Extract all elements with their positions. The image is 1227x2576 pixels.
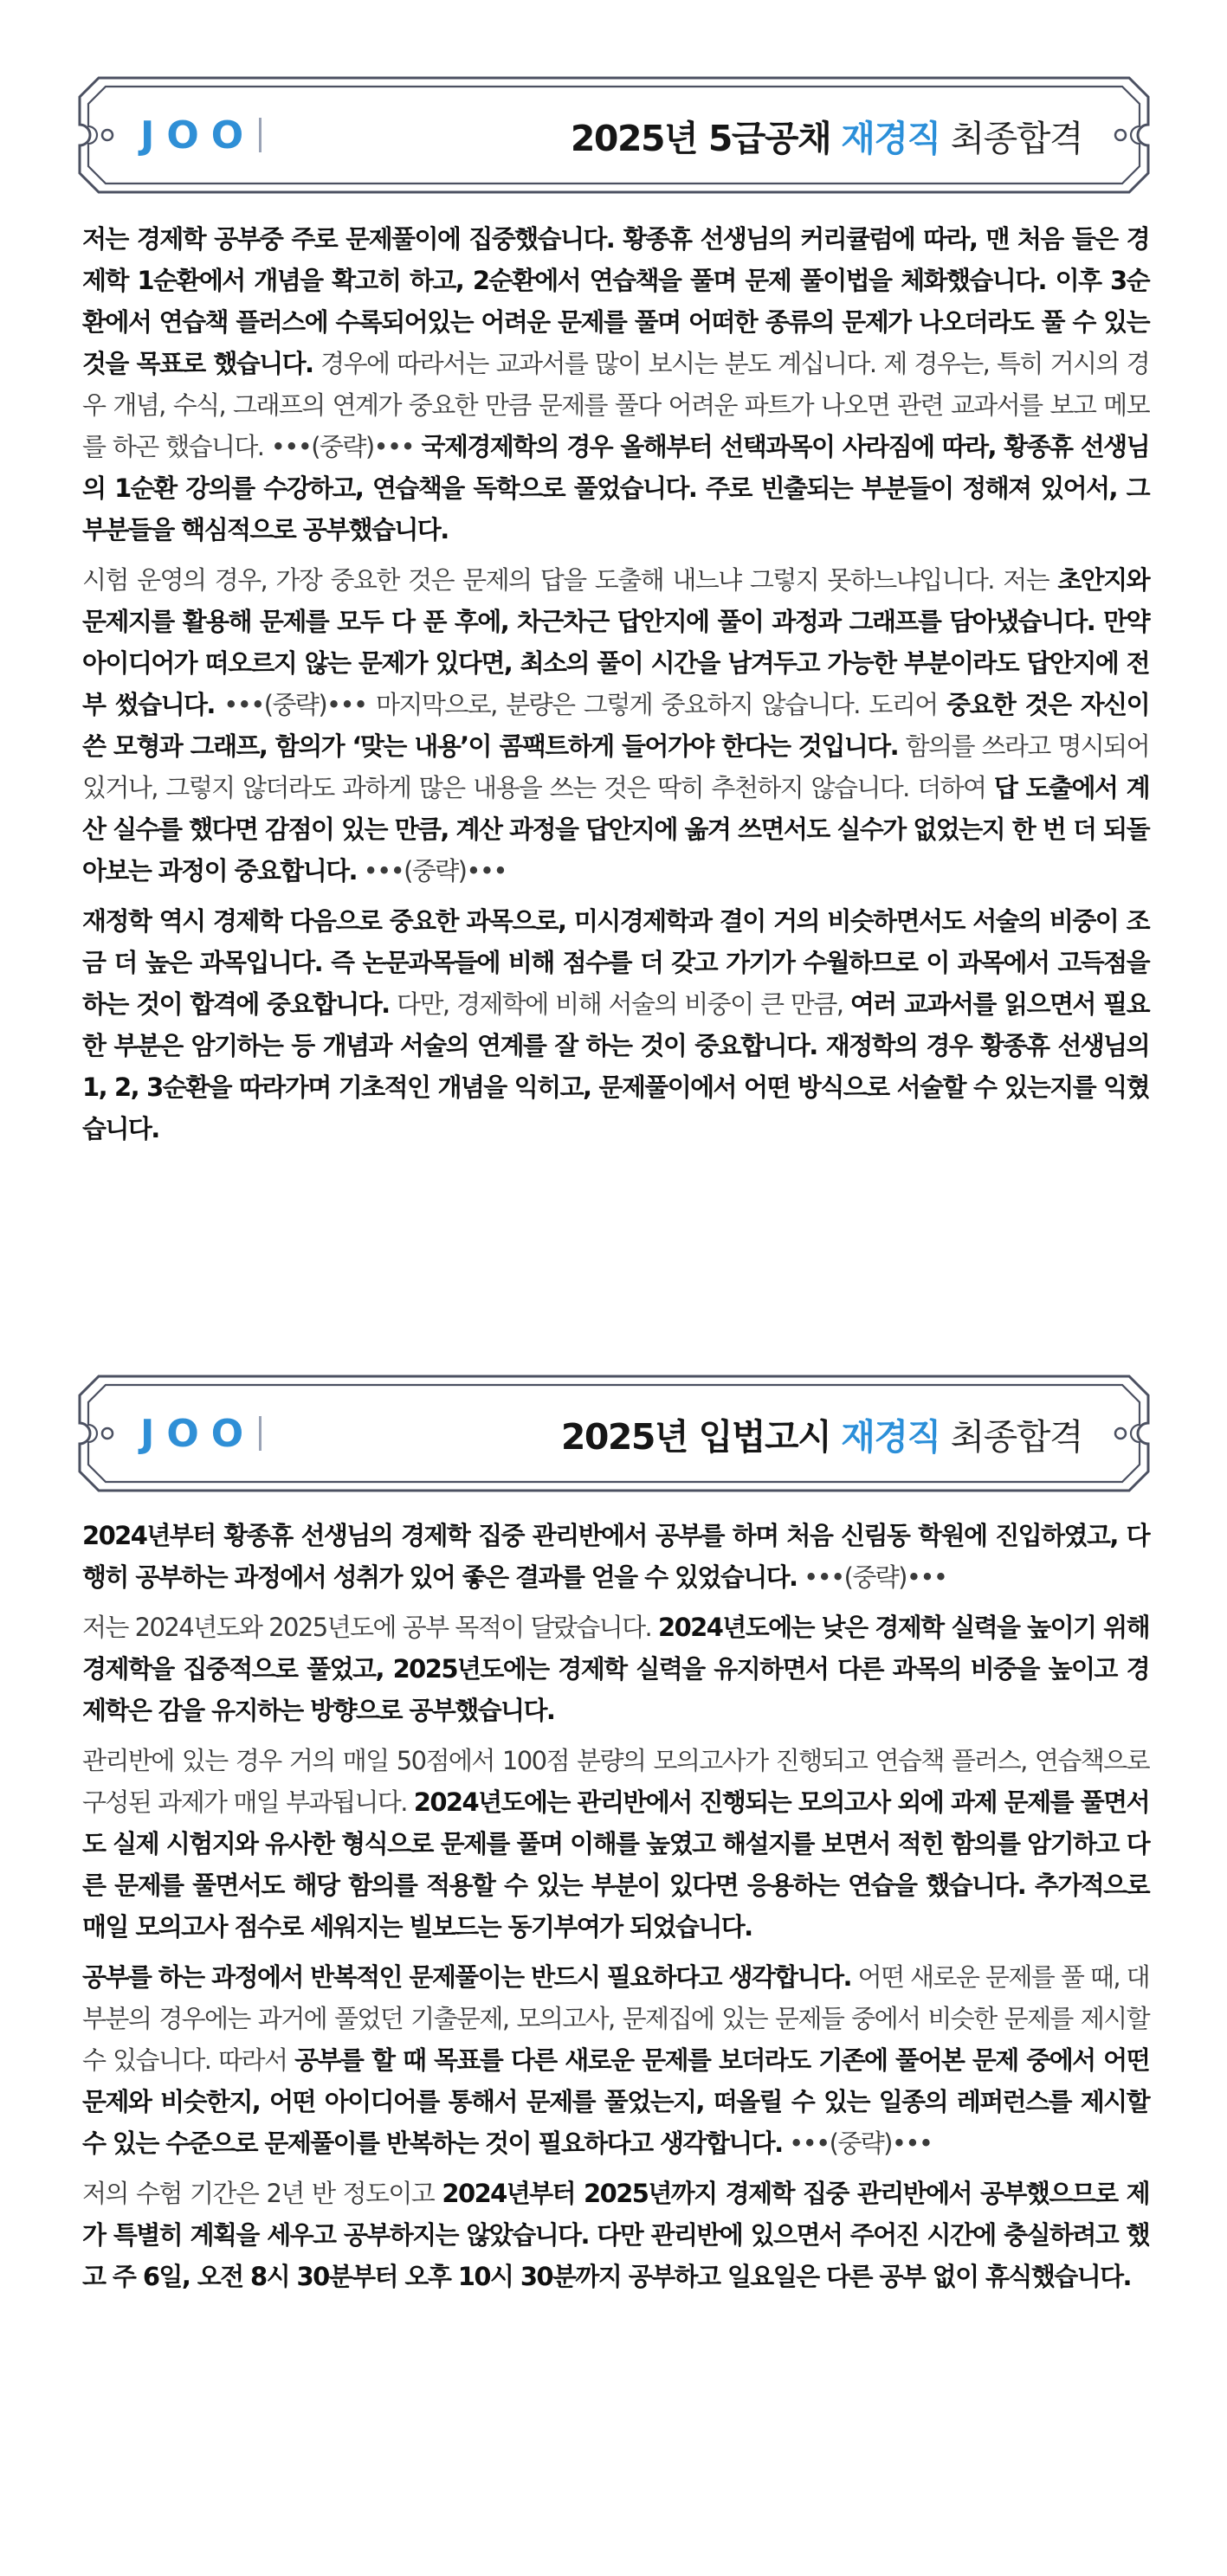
testimonial-body [82,218,1149,1158]
emphasized-text: 중요한 것은 자신이 쓴 모형과 그래프, 함의가 ‘맞는 내용’이 콤팩트하게 들어가야 한다는 것입니다. [82,690,1149,761]
body-text-run: 저는 2024년도와 2025년도에 공부 목적이 달랐습니다. [82,1613,658,1642]
emphasized-text: 공부를 할 때 목표를 다른 새로운 문제를 보더라도 기존에 풀어본 문제 중에서 어떤 문제와 비슷한지, 어떤 아이디어를 통해서 문제를 풀었는지, 떠올릴 수 있는 일종의 레퍼런스를 제시할 수 있는 수준으로 문제풀이를 반복하는 것이 필요하다고 생각합니다. [82,2045,1149,2158]
emphasized-text: 초안지와 문제지를 활용해 문제를 모두 다 푼 후에, 차근차근 답안지에 풀이 과정과 그래프를 담아냈습니다. 만약 아이디어가 떠오르지 않는 문제가 있다면, 최소의 풀이 시간을 남겨두고 가능한 부분이라도 답안지에 전부 썼습니다. [82,565,1149,719]
body-paragraph [82,1607,1149,1731]
title-suffix: 최종합격 [950,1415,1082,1458]
brand-logo [140,1402,262,1465]
brand-logo-text: JOO [140,113,256,158]
section-title [561,1402,1082,1465]
section-header-banner [76,1373,1152,1494]
body-text-run: 경우에 따라서는 교과서를 많이 보시는 분도 계십니다. 제 경우는, 특히 거시의 경우 개념, 수식, 그래프의 연계가 중요한 만큼 문제를 풀다 어려운 파트가 나오면 관련 교과서를 보고 메모를 하곤 했습니다. •••(중략)••• [82,349,1150,461]
body-text-run: •••(중략)••• [356,856,507,886]
body-text-run: 함의를 쓰라고 명시되어 있거나, 그렇지 않더라도 과하게 많은 내용을 쓰는 것은 딱히 추천하지 않습니다. 더하여 [82,731,1150,802]
emphasized-text: 2024년도에는 관리반에서 진행되는 모의고사 외에 과제 문제를 풀면서도 실제 시험지와 유사한 형식으로 문제를 풀며 이해를 높였고 해설지를 보면서 적힌 함의를 암기하고 다른 문제를 풀면서도 해당 함의를 적용할 수 있는 부분이 있다면 응용하는 연습을 했습니다. 추가적으로 매일 모의고사 점수로 세워지는 빌보드는 동기부여가 되었습니다. [82,1787,1149,1942]
emphasized-text: 국제경제학의 경우 올해부터 선택과목이 사라짐에 따라, 황종휴 선생님의 1순환 강의를 수강하고, 연습책을 독학으로 풀었습니다. 주로 빈출되는 부분들이 정해져 있어서, 그 부분들을 핵심적으로 공부했습니다. [82,432,1149,544]
body-text-run: 관리반에 있는 경우 거의 매일 50점에서 100점 분량의 모의고사가 진행되고 연습책 플러스, 연습책으로 구성된 과제가 매일 부과됩니다. [82,1746,1149,1817]
title-accent: 재경직 [841,117,940,159]
body-paragraph [82,218,1149,551]
emphasized-text: 답 도출에서 계산 실수를 했다면 감점이 있는 만큼, 계산 과정을 답안지에 옮겨 쓰면서도 실수가 없었는지 한 번 더 되돌아보는 과정이 중요합니다. [82,773,1149,886]
body-text-run: 어떤 새로운 문제를 풀 때, 대부분의 경우에는 과거에 풀었던 기출문제, 모의고사, 문제집에 있는 문제들 중에서 비슷한 문제를 제시할 수 있습니다. 따라서 [82,1962,1149,2075]
body-text-run: 다만, 경제학에 비해 서술의 비중이 큰 만큼, [389,989,850,1019]
body-text-run: •••(중략)••• [782,2128,933,2158]
brand-logo [140,104,262,166]
body-text-run: •••(중략)••• [797,1562,947,1592]
brand-logo-text: JOO [140,1411,256,1456]
emphasized-text: 2024년부터 황종휴 선생님의 경제학 집중 관리반에서 공부를 하며 처음 신림동 학원에 진입하였고, 다행히 공부하는 과정에서 성취가 있어 좋은 결과를 얻을 수 있었습니다. [82,1521,1149,1592]
emphasized-text: 2024년부터 2025년까지 경제학 집중 관리반에서 공부했으므로 제가 특별히 계획을 세우고 공부하지는 않았습니다. 다만 관리반에 있으면서 주어진 시간에 충실하려고 했고 주 6일, 오전 8시 30분부터 오후 10시 30분까지 공부하고 일요일은 다른 공부 없이 휴식했습니다. [82,2179,1149,2291]
emphasized-text: 재정학 역시 경제학 다음으로 중요한 과목으로, 미시경제학과 결이 거의 비슷하면서도 서술의 비중이 조금 더 높은 과목입니다. 즉 논문과목들에 비해 점수를 더 갖고 가기가 수월하므로 이 과목에서 고득점을 하는 것이 합격에 중요합니다. [82,906,1149,1019]
testimonial-body [82,1515,1149,2306]
section-title [571,104,1082,166]
title-prefix: 2025년 5급공채 [570,117,831,159]
body-paragraph [82,1515,1149,1598]
emphasized-text: 2024년도에는 낮은 경제학 실력을 높이기 위해 경제학을 집중적으로 풀었고, 2025년도에는 경제학 실력을 유지하면서 다른 과목의 비중을 높이고 경제학은 감을 유지하는 방향으로 공부했습니다. [82,1613,1149,1725]
body-paragraph [82,1956,1149,2164]
title-accent: 재경직 [841,1415,940,1458]
logo-divider [259,118,262,152]
title-prefix: 2025년 입법고시 [560,1415,831,1458]
emphasized-text: 저는 경제학 공부중 주로 문제풀이에 집중했습니다. 황종휴 선생님의 커리큘럼에 따라, 맨 처음 들은 경제학 1순환에서 개념을 확고히 하고, 2순환에서 연습책을 풀며 문제 풀이법을 체화했습니다. 이후 3순환에서 연습책 플러스에 수록되어있는 어려운 문제를 풀며 어떠한 종류의 문제가 나오더라도 풀 수 있는 것을 목표로 했습니다. [82,224,1149,378]
emphasized-text: 여러 교과서를 읽으면서 필요한 부분은 암기하는 등 개념과 서술의 연계를 잘 하는 것이 중요합니다. 재정학의 경우 황종휴 선생님의 1, 2, 3순환을 따라가며 기초적인 개념을 익히고, 문제풀이에서 어떤 방식으로 서술할 수 있는지를 익혔습니다. [82,989,1149,1143]
body-paragraph [82,559,1149,892]
body-text-run: •••(중략)••• 마지막으로, 분량은 그렇게 중요하지 않습니다. 도리어 [214,690,947,719]
body-paragraph [82,1740,1149,1948]
emphasized-text: 공부를 하는 과정에서 반복적인 문제풀이는 반드시 필요하다고 생각합니다. [82,1962,851,1992]
body-text-run: 시험 운영의 경우, 가장 중요한 것은 문제의 답을 도출해 내느냐 그렇지 못하느냐입니다. 저는 [82,565,1058,595]
title-suffix: 최종합격 [950,117,1082,159]
body-paragraph [82,900,1149,1150]
logo-divider [259,1416,262,1451]
body-paragraph [82,2173,1149,2297]
section-header-banner [76,74,1152,196]
body-text-run: 저의 수험 기간은 2년 반 정도이고 [82,2179,442,2208]
